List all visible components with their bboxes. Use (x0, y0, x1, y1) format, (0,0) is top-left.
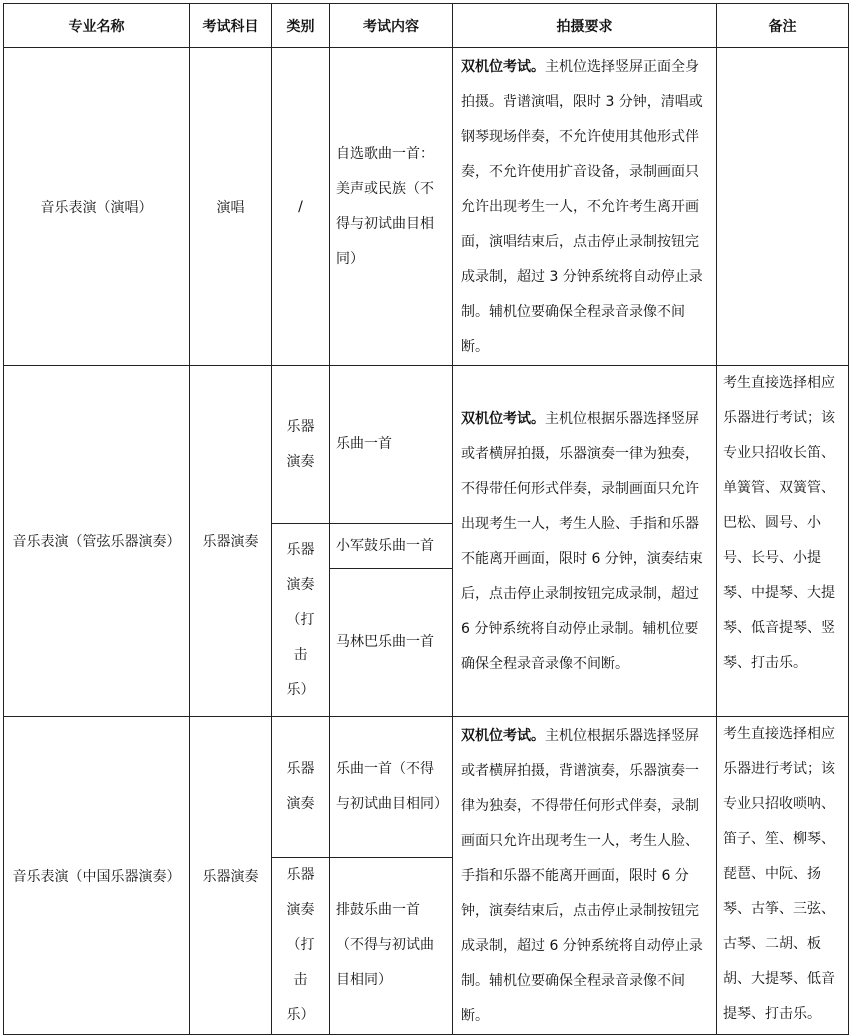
chinese-category-2: 乐器演奏（打击乐） (272, 857, 330, 1034)
chinese-content-1: 乐曲一首（不得与初试曲目相同） (330, 717, 453, 858)
orchestral-remarks: 考生直接选择相应乐器进行考试；该专业只招收长笛、单簧管、双簧管、巴松、圆号、小号、长号、小提琴、中提琴、大提琴、低音提琴、竖琴、打击乐。 (717, 366, 849, 717)
vocal-requirements (453, 48, 717, 366)
vocal-content: 自选歌曲一首：美声或民族（不得与初试曲目相同） (330, 48, 453, 366)
chinese-req-text: 主机位根据乐器选择竖屏或者横屏拍摄，背谱演奏，乐器演奏一律为独奏，不得带任何形式伴奏，录制画面只允许出现考生一人，考生人脸、手指和乐器不能离开画面，限时 6 分钟，演奏结束后，点击停止录制按钮完成录制，超过 6 分钟系统将自动停止录制。辅机位要确保全程录音录像不间断。 (461, 728, 703, 1024)
orchestral-req-text: 主机位根据乐器选择竖屏或者横屏拍摄，乐器演奏一律为独奏，不得带任何形式伴奏，录制画面只允许出现考生一人，考生人脸、手指和乐器不能离开画面，限时 6 分钟，演奏结束后，点击停止录制按钮完成录制，超过 6 分钟系统将自动停止录制。辅机位要确保全程录音录像不间断。 (461, 411, 703, 672)
vocal-category: / (272, 48, 330, 366)
orchestral-req-lead: 双机位考试。 (461, 411, 545, 427)
header-subject: 考试科目 (190, 4, 272, 48)
orchestral-content-2b: 马林巴乐曲一首 (330, 569, 453, 717)
table-row-orchestral (4, 366, 849, 524)
chinese-req-lead: 双机位考试。 (461, 728, 545, 744)
vocal-remarks (717, 48, 849, 366)
orchestral-category-1: 乐器演奏 (272, 366, 330, 524)
exam-requirements-table (3, 3, 849, 1035)
header-category: 类别 (272, 4, 330, 48)
header-remarks: 备注 (717, 4, 849, 48)
orchestral-major: 音乐表演（管弦乐器演奏） (4, 366, 190, 717)
header-content: 考试内容 (330, 4, 453, 48)
orchestral-content-1: 乐曲一首 (330, 366, 453, 524)
exam-requirements-table-wrapper (3, 3, 849, 1035)
chinese-content-2: 排鼓乐曲一首（不得与初试曲目相同） (330, 857, 453, 1034)
header-major: 专业名称 (4, 4, 190, 48)
orchestral-requirements (453, 366, 717, 717)
header-requirements: 拍摄要求 (453, 4, 717, 48)
chinese-major: 音乐表演（中国乐器演奏） (4, 717, 190, 1035)
table-row-vocal (4, 48, 849, 366)
orchestral-content-2a: 小军鼓乐曲一首 (330, 524, 453, 569)
vocal-major: 音乐表演（演唱） (4, 48, 190, 366)
vocal-req-lead: 双机位考试。 (461, 59, 545, 75)
chinese-category-1: 乐器演奏 (272, 717, 330, 858)
vocal-subject: 演唱 (190, 48, 272, 366)
chinese-remarks: 考生直接选择相应乐器进行考试；该专业只招收唢呐、笛子、笙、柳琴、琵琶、中阮、扬琴、古筝、三弦、古琴、二胡、板胡、大提琴、低音提琴、打击乐。 (717, 717, 849, 1035)
header-row (4, 4, 849, 48)
orchestral-subject: 乐器演奏 (190, 366, 272, 717)
chinese-requirements (453, 717, 717, 1035)
table-row-chinese (4, 717, 849, 858)
orchestral-category-2: 乐器演奏（打击乐） (272, 524, 330, 717)
chinese-subject: 乐器演奏 (190, 717, 272, 1035)
vocal-req-text: 主机位选择竖屏正面全身拍摄。背谱演唱，限时 3 分钟，清唱或钢琴现场伴奏，不允许使用其他形式伴奏，不允许使用扩音设备，录制画面只允许出现考生一人，不允许考生离开画面，演唱结束后，点击停止录制按钮完成录制，超过 3 分钟系统将自动停止录制。辅机位要确保全程录音录像不间断。 (461, 59, 703, 355)
